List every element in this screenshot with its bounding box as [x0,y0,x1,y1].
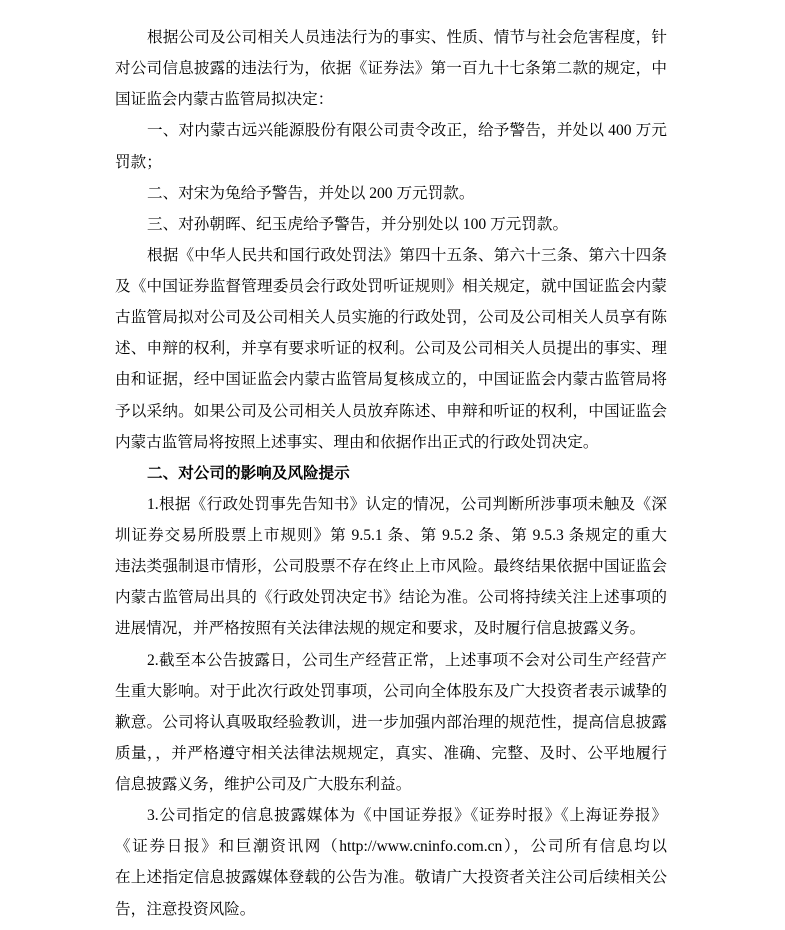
text-line: 进展情况，并严格按照有关法律法规的规定和要求，及时履行信息披露义务。 [115,620,646,638]
text-line: 予以采纳。如果公司及公司相关人员放弃陈述、申辩和听证的权利，中国证监会 [115,402,667,420]
document-page [115,22,667,925]
text-line: 圳证券交易所股票上市规则》第 9.5.1 条、第 9.5.2 条、第 9.5.3 条规定的重大 [115,527,667,544]
paragraph-penalty-basis [115,22,667,115]
section-heading: 二、对公司的影响及风险提示 [147,464,350,482]
text-line: 生重大影响。对于此次行政处罚事项，公司向全体股东及广大投资者表示诚挚的 [115,682,667,700]
paragraph-item-2-operations [115,645,667,801]
paragraph-penalty-company [115,115,667,177]
paragraph-item-1-delisting-risk [115,489,667,645]
text-line: 《证券日报》和巨潮资讯网（http://www.cninfo.com.cn），公司所有信息均以 [115,838,667,856]
text-line: 违法类强制退市情形，公司股票不存在终止上市风险。最终结果依据中国证监会 [115,558,667,576]
text-line: 一、对内蒙古远兴能源股份有限公司责令改正，给予警告，并处以 400 万元 [147,122,667,140]
text-line: 3.公司指定的信息披露媒体为《中国证券报》《证券时报》《上海证券报》 [147,807,667,825]
text-line: 歉意。公司将认真吸取经验教训，进一步加强内部治理的规范性，提高信息披露 [115,713,667,731]
text-line: 信息披露义务，维护公司及广大股东利益。 [115,776,412,793]
text-line: 二、对宋为兔给予警告，并处以 200 万元罚款。 [147,184,475,202]
text-line: 内蒙古监管局出具的《行政处罚决定书》结论为准。公司将持续关注上述事项的 [115,589,667,607]
text-line: 内蒙古监管局将按照上述事实、理由和依据作出正式的行政处罚决定。 [115,433,599,451]
paragraph-penalty-individual-2 [115,209,667,240]
text-line: 质量，，并严格遵守相关法律法规规定，真实、准确、完整、及时、公平地履行 [115,744,667,762]
text-line: 三、对孙朝晖、纪玉虎给予警告，并分别处以 100 万元罚款。 [147,215,569,233]
text-line: 在上述指定信息披露媒体登载的公告为准。敬请广大投资者关注公司后续相关公 [115,869,667,887]
text-line: 根据公司及公司相关人员违法行为的事实、性质、情节与社会危害程度，针 [147,29,667,46]
text-line: 根据《中华人民共和国行政处罚法》第四十五条、第六十三条、第六十四条 [147,246,667,264]
text-line: 述、申辩的权利，并享有要求听证的权利。公司及公司相关人员提出的事实、理 [115,340,667,358]
text-line: 2.截至本公告披露日，公司生产经营正常，上述事项不会对公司生产经营产 [147,651,667,669]
text-line: 国证监会内蒙古监管局拟决定： [115,91,334,109]
paragraph-hearing-rights [115,240,667,458]
text-line: 及《中国证券监督管理委员会行政处罚听证规则》相关规定，就中国证监会内蒙 [115,278,667,295]
text-line: 古监管局拟对公司及公司相关人员实施的行政处罚，公司及公司相关人员享有陈 [115,309,667,327]
text-line: 罚款； [115,153,162,171]
paragraph-penalty-individual-1 [115,178,667,209]
text-line: 1.根据《行政处罚事先告知书》认定的情况，公司判断所涉事项未触及《深 [147,495,667,513]
text-line: 对公司信息披露的违法行为，依据《证券法》第一百九十七条第二款的规定，中 [115,60,667,78]
paragraph-item-3-disclosure-media [115,800,667,925]
text-line: 告，注意投资风险。 [115,900,256,918]
text-line: 由和证据，经中国证监会内蒙古监管局复核成立的，中国证监会内蒙古监管局将 [115,371,667,389]
